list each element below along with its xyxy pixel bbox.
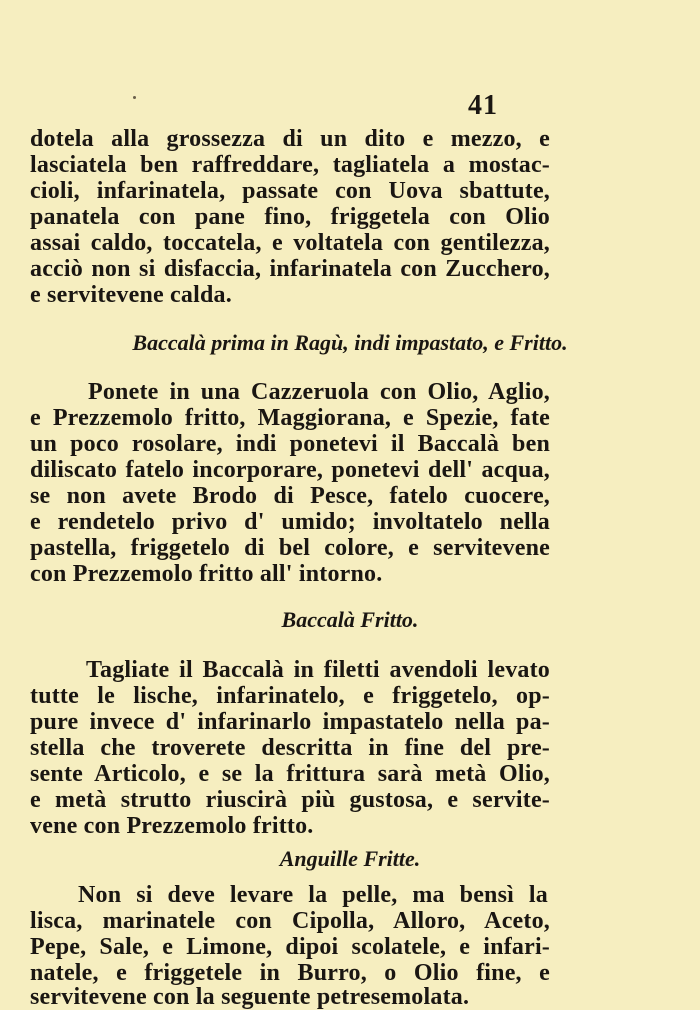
paragraph-1-line-1: dotela alla grossezza di un dito e mezzo, e [30,126,550,152]
recipe-heading-baccala-ragu: Baccalà prima in Ragù, indi impastato, e Fritto. [132,330,568,355]
paragraph-1-line-7: e servitevene calda. [30,282,232,308]
paragraph-4-line-2: lisca, marinatele con Cipolla, Alloro, Aceto, [30,908,550,934]
paragraph-3-line-5: sente Articolo, e se la frittura sarà metà Olio, [30,761,550,787]
paragraph-1-line-4: panatela con pane fino, friggetela con Olio [30,204,550,230]
paragraph-1-line-2: lasciatela ben raffreddare, tagliatela a mostac- [30,152,550,178]
paragraph-4-line-5: servitevene con la seguente petresemolata. [30,984,470,1010]
paragraph-3-line-2: tutte le lische, infarinatelo, e friggetelo, op- [30,683,550,709]
paragraph-2-line-8: con Prezzemolo fritto all' intorno. [30,561,383,587]
paragraph-3-line-3: pure invece d' infarinarlo impastatelo nella pa- [30,709,550,735]
paragraph-2-line-5: se non avete Brodo di Pesce, fatelo cuocere, [30,483,550,509]
paragraph-2-line-7: pastella, friggetelo di bel colore, e servitevene [30,535,550,561]
paragraph-1-line-6: acciò non si disfaccia, infarinatela con Zucchero, [30,256,550,282]
paper-speck [133,96,136,99]
paragraph-3-line-7: vene con Prezzemolo fritto. [30,813,314,839]
recipe-heading-anguille-fritte: Anguille Fritte. [279,846,421,871]
paragraph-2-line-6: e rendetelo privo d' umido; involtatelo nella [30,509,550,535]
paragraph-4-line-3: Pepe, Sale, e Limone, dipoi scolatele, e infari- [30,934,550,960]
paragraph-2-line-3: un poco rosolare, indi ponetevi il Baccalà ben [30,431,550,457]
paragraph-1-line-5: assai caldo, toccatela, e voltatela con gentilezza, [30,230,550,256]
page-number: 41 [468,90,498,121]
paragraph-4-line-1: Non si deve levare la pelle, ma bensì la [78,882,548,908]
paragraph-2-line-1: Ponete in una Cazzeruola con Olio, Aglio, [88,379,550,405]
paragraph-2-line-2: e Prezzemolo fritto, Maggiorana, e Spezie, fate [30,405,550,431]
paragraph-4-line-4: natele, e friggetele in Burro, o Olio fine, e [30,960,550,986]
paragraph-3-line-1: Tagliate il Baccalà in filetti avendoli levato [86,657,550,683]
paragraph-2-line-4: diliscato fatelo incorporare, ponetevi dell' acqua, [30,457,550,483]
paragraph-3-line-6: e metà strutto riuscirà più gustosa, e servite- [30,787,550,813]
recipe-heading-baccala-fritto: Baccalà Fritto. [281,607,419,632]
paragraph-1-line-3: cioli, infarinatela, passate con Uova sbattute, [30,178,550,204]
paragraph-3-line-4: stella che troverete descritta in fine del pre- [30,735,550,761]
